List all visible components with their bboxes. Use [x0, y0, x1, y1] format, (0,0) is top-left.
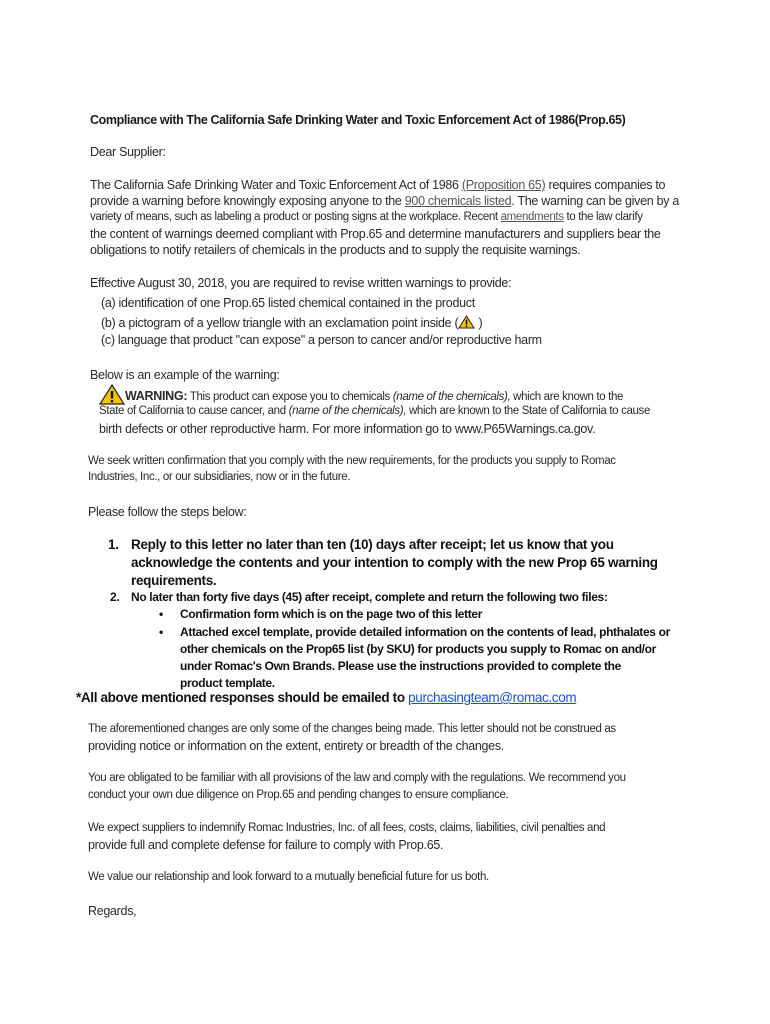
obligated-line-2: conduct your own due diligence on Prop.65 and pending changes to ensure compliance.: [88, 789, 509, 801]
warning-line-1: [99, 384, 623, 405]
changes-line-2: providing notice or information on the extent, entirety or breadth of the changes.: [88, 739, 504, 753]
warning-text: State of California to cause cancer, and: [99, 405, 289, 417]
confirm-line-2: Industries, Inc., or our subsidiaries, now or in the future.: [88, 471, 351, 483]
confirm-line-1: We seek written confirmation that you comply with the new requirements, for the products you supply to Romac: [88, 455, 616, 467]
warning-line-2: [99, 405, 650, 417]
intro-text: The California Safe Drinking Water and Toxic Enforcement Act of 1986: [90, 178, 462, 192]
warning-label: WARNING:: [125, 389, 188, 403]
intro-line-4: the content of warnings deemed compliant with Prop.65 and determine manufacturers and suppliers bear the: [90, 227, 661, 241]
obligated-line-1: You are obligated to be familiar with all provisions of the law and comply with the regulations. We recommend you: [88, 772, 626, 784]
intro-line-2: [90, 194, 679, 208]
step-2-bullet-2-line-1: Attached excel template, provide detailed information on the contents of lead, phthalates or: [180, 625, 670, 639]
requirement-c: (c) language that product "can expose" a person to cancer and/or reproductive harm: [101, 333, 542, 347]
requirement-b-text: (b) a pictogram of a yellow triangle with an exclamation point inside (: [101, 316, 459, 330]
warning-triangle-icon: [99, 384, 125, 405]
closing: Regards,: [88, 904, 137, 918]
proposition-65-link[interactable]: (Proposition 65): [461, 178, 546, 192]
email-note-text: *All above mentioned responses should be emailed to: [76, 690, 409, 705]
warning-triangle-icon: [458, 315, 475, 329]
changes-line-1: The aforementioned changes are only some of the changes being made. This letter should not be construed as: [88, 723, 616, 735]
step-2-bullet-2-line-2: other chemicals on the Prop65 list (by SKU) for products you supply to Romac on and/or: [180, 642, 656, 656]
bullet-dot: •: [159, 625, 163, 639]
warning-text: which are known to the: [510, 391, 624, 403]
warning-chemical-placeholder: (name of the chemicals),: [392, 391, 511, 403]
purchasing-email-link[interactable]: purchasingteam@romac.com: [408, 690, 577, 705]
chemicals-listed-link[interactable]: 900 chemicals listed: [404, 194, 512, 208]
requirement-b-text: ): [475, 316, 483, 330]
warning-text: which are known to the State of California to cause: [406, 405, 651, 417]
intro-text: provide a warning before knowingly exposing anyone to the: [90, 194, 405, 208]
step-1-line-1: Reply to this letter no later than ten (10) days after receipt; let us know that you: [131, 537, 614, 552]
bullet-dot: •: [159, 607, 163, 621]
intro-line-5: obligations to notify retailers of chemicals in the products and to supply the requisite warnings.: [90, 243, 581, 257]
letter-title: Compliance with The California Safe Drinking Water and Toxic Enforcement Act of 1986(Prop.65): [90, 113, 626, 127]
email-note: [76, 690, 576, 705]
steps-lead: Please follow the steps below:: [88, 505, 247, 519]
indemnify-line-2: provide full and complete defense for failure to comply with Prop.65.: [88, 838, 444, 852]
step-2-bullet-1: Confirmation form which is on the page two of this letter: [180, 607, 483, 621]
intro-text: requires companies to: [545, 178, 666, 192]
intro-text: . The warning can be given by a: [511, 194, 679, 208]
example-lead: Below is an example of the warning:: [90, 368, 280, 382]
requirement-a: (a) identification of one Prop.65 listed chemical contained in the product: [101, 296, 475, 310]
intro-text: variety of means, such as labeling a product or posting signs at the workplace. Recent: [90, 211, 501, 223]
step-1-line-2: acknowledge the contents and your intention to comply with the new Prop 65 warning: [131, 555, 658, 570]
intro-text: to the law clarify: [563, 211, 643, 223]
amendments-link[interactable]: amendments: [500, 211, 564, 223]
step-1-number: 1.: [108, 537, 119, 552]
effective-lead: Effective August 30, 2018, you are required to revise written warnings to provide:: [90, 276, 512, 290]
intro-line-3: [90, 211, 643, 223]
warning-chemical-placeholder: (name of the chemicals),: [288, 405, 407, 417]
step-2-bullet-2-line-4: product template.: [180, 676, 275, 690]
indemnify-line-1: We expect suppliers to indemnify Romac Industries, Inc. of all fees, costs, claims, liabilities, civil penalties and: [88, 822, 606, 834]
warning-line-3: birth defects or other reproductive harm. For more information go to www.P65Warnings.ca.gov.: [99, 422, 596, 436]
step-2-line-1: No later than forty five days (45) after receipt, complete and return the following two files:: [131, 590, 608, 604]
requirement-b: [101, 315, 482, 330]
step-1-line-3: requirements.: [131, 573, 217, 588]
step-2-bullet-2-line-3: under Romac's Own Brands. Please use the instructions provided to complete the: [180, 659, 621, 673]
salutation: Dear Supplier:: [90, 145, 166, 159]
value-line: We value our relationship and look forward to a mutually beneficial future for us both.: [88, 871, 489, 883]
intro-line-1: [90, 178, 665, 192]
warning-text: This product can expose you to chemicals: [187, 391, 393, 403]
step-2-number: 2.: [110, 590, 120, 604]
